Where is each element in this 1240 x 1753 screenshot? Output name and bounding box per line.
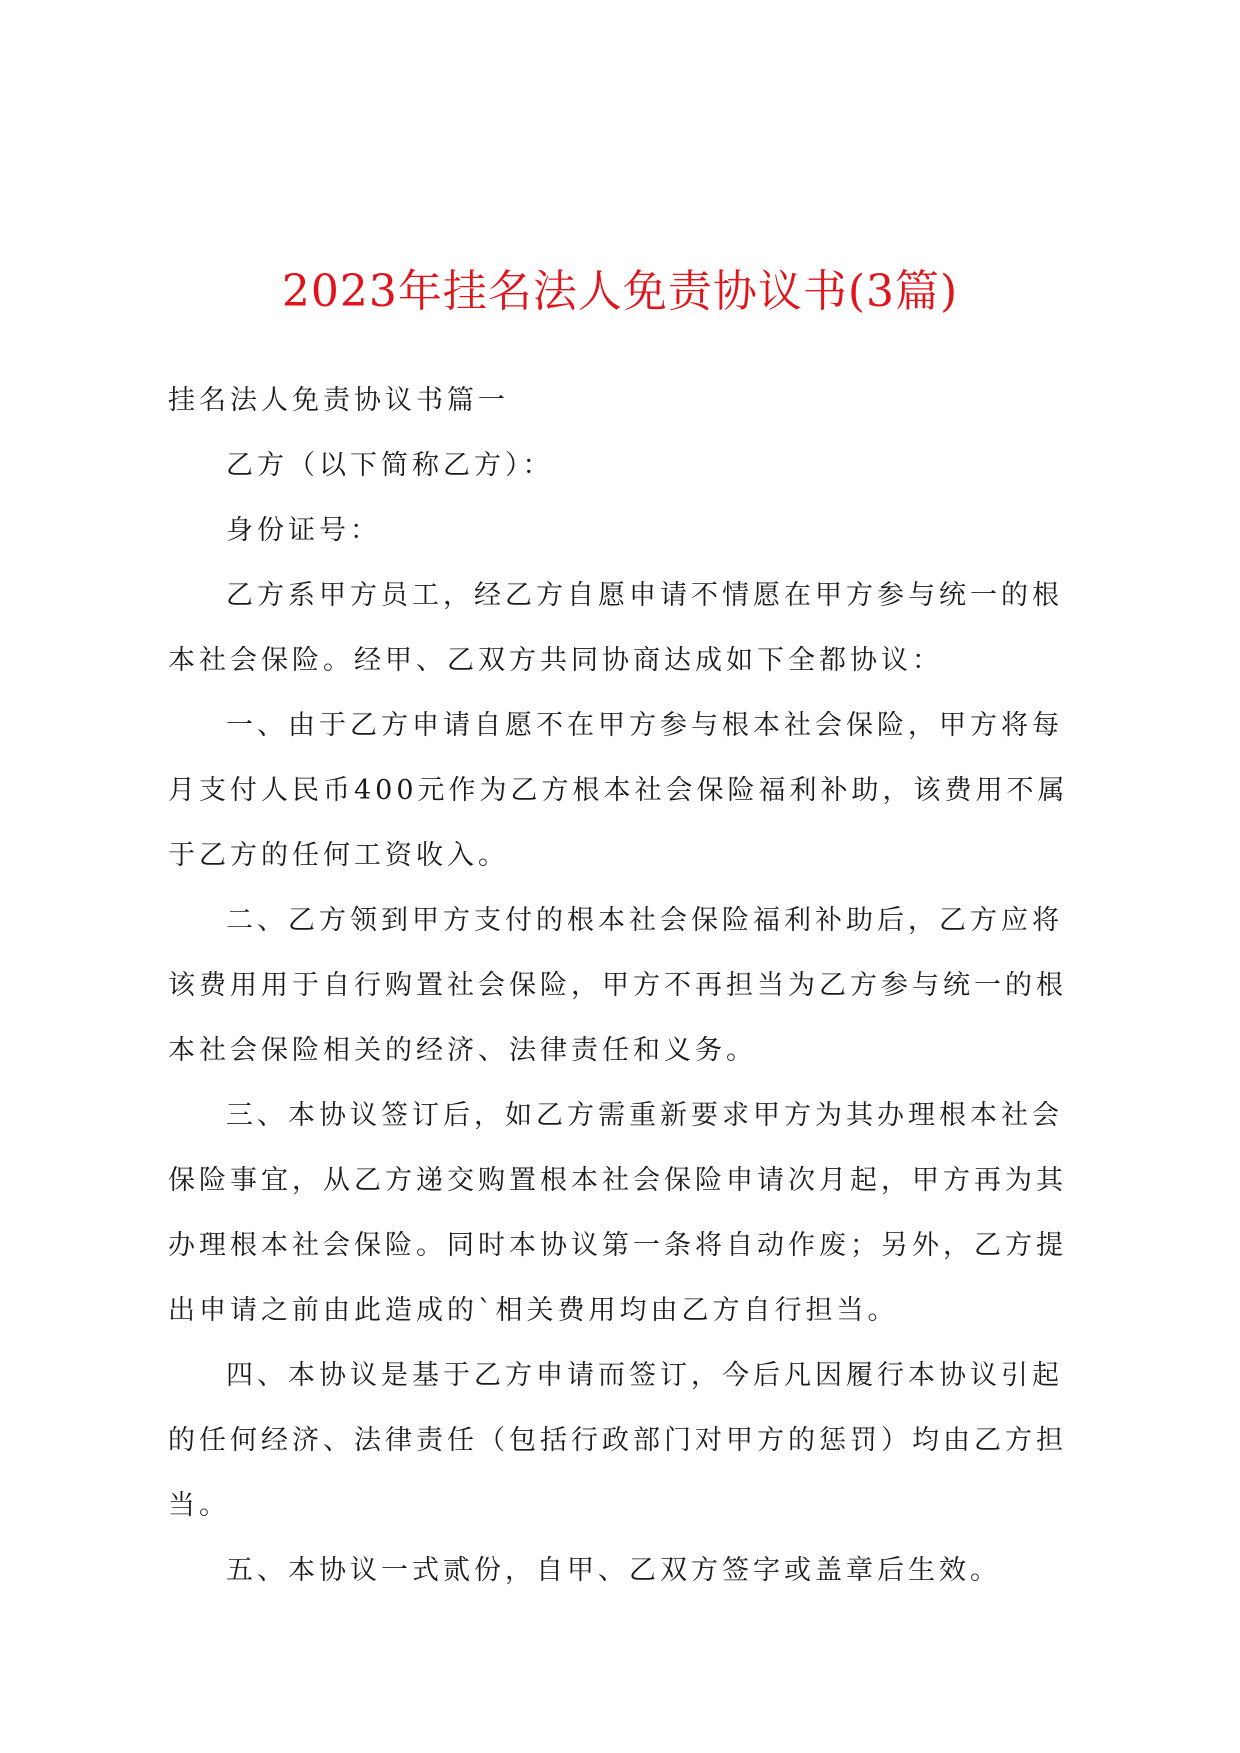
paragraph-clause-2: 二、乙方领到甲方支付的根本社会保险福利补助后，乙方应将该费用用于自行购置社会保险，甲方不再担当为乙方参与统一的根本社会保险相关的经济、法律责任和义务。 [168,905,1067,1066]
paragraph-id-number: 身份证号： [226,515,381,546]
document-title: 2023年挂名法人免责协议书(3篇) [281,266,959,317]
paragraph-party-b: 乙方（以下简称乙方）： [226,450,554,481]
section-heading: 挂名法人免责协议书篇一 [168,385,509,416]
paragraph-clause-4: 四、本协议是基于乙方申请而签订，今后凡因履行本协议引起的任何经济、法律责任（包括行政部门对甲方的惩罚）均由乙方担当。 [168,1360,1067,1521]
paragraph-clause-1: 一、由于乙方申请自愿不在甲方参与根本社会保险，甲方将每月支付人民币400元作为乙方根本社会保险福利补助，该费用不属于乙方的任何工资收入。 [168,710,1069,871]
paragraph-clause-5: 五、本协议一式贰份，自甲、乙双方签字或盖章后生效。 [226,1555,1001,1586]
paragraph-intro: 乙方系甲方员工，经乙方自愿申请不情愿在甲方参与统一的根本社会保险。经甲、乙双方共同协商达成如下全都协议： [168,580,1063,676]
paragraph-clause-3: 三、本协议签订后，如乙方需重新要求甲方为其办理根本社会保险事宜，从乙方递交购置根本社会保险申请次月起，甲方再为其办理根本社会保险。同时本协议第一条将自动作废；另外，乙方提出申请之前由此造成的`相关费用均由乙方自行担当。 [168,1100,1067,1326]
document-body [168,368,1080,1603]
